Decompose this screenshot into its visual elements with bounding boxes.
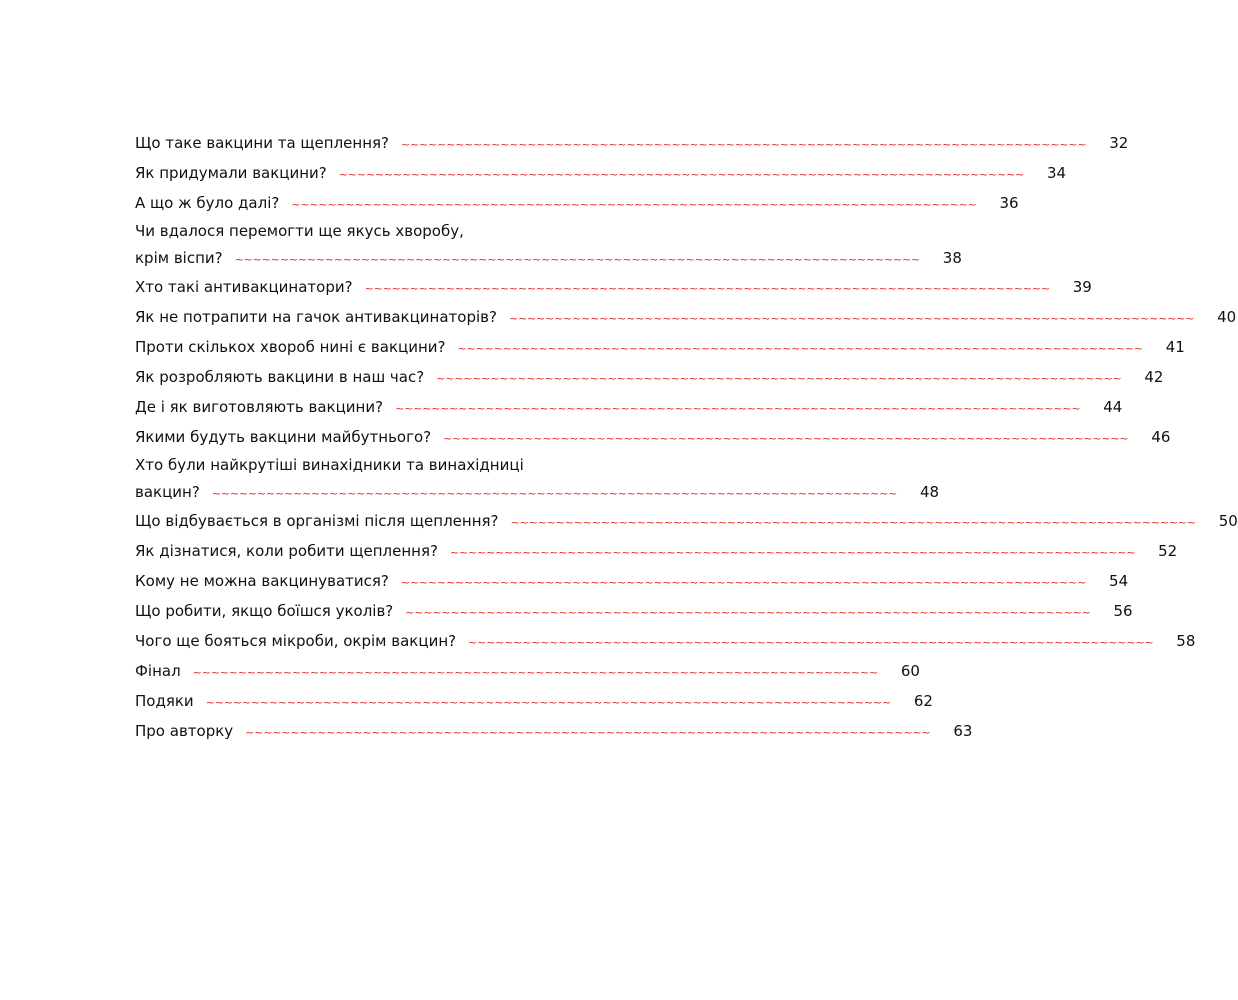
toc-page-number: 62 <box>913 692 933 710</box>
toc-entry-title: Де і як виготовляють вакцини? <box>135 398 384 416</box>
toc-page-number: 46 <box>1151 428 1171 446</box>
dot-leader: ~~~~~~~~~~~~~~~~~~~~~~~~~~~~~~~~~~~~~~~~~~~~~~~~~~~~~~~~~~~~~~~~~~~~~~~~~~~~ <box>205 696 891 709</box>
dot-leader: ~~~~~~~~~~~~~~~~~~~~~~~~~~~~~~~~~~~~~~~~~~~~~~~~~~~~~~~~~~~~~~~~~~~~~~~~~~~~ <box>457 342 1143 355</box>
toc-entry[interactable] <box>135 188 1019 218</box>
dot-leader: ~~~~~~~~~~~~~~~~~~~~~~~~~~~~~~~~~~~~~~~~~~~~~~~~~~~~~~~~~~~~~~~~~~~~~~~~~~~~ <box>245 726 931 739</box>
dot-leader: ~~~~~~~~~~~~~~~~~~~~~~~~~~~~~~~~~~~~~~~~~~~~~~~~~~~~~~~~~~~~~~~~~~~~~~~~~~~~ <box>405 606 1091 619</box>
toc-entry[interactable] <box>135 506 1238 536</box>
toc-entry-title: крім віспи? <box>135 249 223 267</box>
toc-entry[interactable] <box>135 302 1237 332</box>
toc-entry-title: Фінал <box>135 662 181 680</box>
toc-entry[interactable] <box>135 422 1171 452</box>
toc-entry[interactable] <box>135 128 1129 158</box>
dot-leader: ~~~~~~~~~~~~~~~~~~~~~~~~~~~~~~~~~~~~~~~~~~~~~~~~~~~~~~~~~~~~~~~~~~~~~~~~~~~~ <box>395 402 1081 415</box>
toc-page-number: 44 <box>1103 398 1123 416</box>
toc-entry-title: Чого ще бояться мікроби, окрім вакцин? <box>135 632 457 650</box>
toc-entry-title-line[interactable]: Хто були найкрутіші винахідники та винахідниці <box>135 456 524 474</box>
toc-entry-title: Проти скількох хвороб нині є вакцини? <box>135 338 446 356</box>
dot-leader: ~~~~~~~~~~~~~~~~~~~~~~~~~~~~~~~~~~~~~~~~~~~~~~~~~~~~~~~~~~~~~~~~~~~~~~~~~~~~ <box>508 312 1195 325</box>
toc-entry[interactable] <box>135 596 1133 626</box>
toc-entry-title: Як дізнатися, коли робити щеплення? <box>135 542 438 560</box>
dot-leader: ~~~~~~~~~~~~~~~~~~~~~~~~~~~~~~~~~~~~~~~~~~~~~~~~~~~~~~~~~~~~~~~~~~~~~~~~~~~~ <box>291 198 977 211</box>
dot-leader: ~~~~~~~~~~~~~~~~~~~~~~~~~~~~~~~~~~~~~~~~~~~~~~~~~~~~~~~~~~~~~~~~~~~~~~~~~~~~ <box>468 636 1154 649</box>
toc-entry-title: Подяки <box>135 692 194 710</box>
toc-entry-title: Що відбувається в організмі після щеплення? <box>135 512 499 530</box>
toc-page-number: 34 <box>1046 164 1067 182</box>
toc-entry-multiline <box>135 218 962 272</box>
toc-entry-title: Кому не можна вакцинуватися? <box>135 572 389 590</box>
dot-leader: ~~~~~~~~~~~~~~~~~~~~~~~~~~~~~~~~~~~~~~~~~~~~~~~~~~~~~~~~~~~~~~~~~~~~~~~~~~~~ <box>443 432 1129 445</box>
toc-entry-title: Що таке вакцини та щеплення? <box>135 134 389 152</box>
toc-page-number: 41 <box>1165 338 1185 356</box>
toc-page-number: 32 <box>1109 134 1129 152</box>
toc-page-number: 48 <box>920 483 940 501</box>
dot-leader: ~~~~~~~~~~~~~~~~~~~~~~~~~~~~~~~~~~~~~~~~~~~~~~~~~~~~~~~~~~~~~~~~~~~~~~~~~~~~ <box>449 546 1136 559</box>
toc-entry[interactable] <box>135 656 920 686</box>
toc-page-number: 40 <box>1217 308 1237 326</box>
dot-leader: ~~~~~~~~~~~~~~~~~~~~~~~~~~~~~~~~~~~~~~~~~~~~~~~~~~~~~~~~~~~~~~~~~~~~~~~~~~~~ <box>510 516 1196 529</box>
dot-leader: ~~~~~~~~~~~~~~~~~~~~~~~~~~~~~~~~~~~~~~~~~~~~~~~~~~~~~~~~~~~~~~~~~~~~~~~~~~~~ <box>400 576 1087 589</box>
toc-entry[interactable] <box>135 244 962 272</box>
dot-leader: ~~~~~~~~~~~~~~~~~~~~~~~~~~~~~~~~~~~~~~~~~~~~~~~~~~~~~~~~~~~~~~~~~~~~~~~~~~~~ <box>234 253 920 266</box>
toc-entry-title: Хто такі антивакцинатори? <box>135 278 353 296</box>
toc-entry[interactable] <box>135 158 1067 188</box>
dot-leader: ~~~~~~~~~~~~~~~~~~~~~~~~~~~~~~~~~~~~~~~~~~~~~~~~~~~~~~~~~~~~~~~~~~~~~~~~~~~~ <box>211 487 898 500</box>
toc-page-number: 36 <box>999 194 1019 212</box>
toc-entry[interactable] <box>135 536 1178 566</box>
toc-entry-title: вакцин? <box>135 483 200 501</box>
toc-entry-title: Як не потрапити на гачок антивакцинаторів? <box>135 308 497 326</box>
dot-leader: ~~~~~~~~~~~~~~~~~~~~~~~~~~~~~~~~~~~~~~~~~~~~~~~~~~~~~~~~~~~~~~~~~~~~~~~~~~~~ <box>401 138 1087 151</box>
toc-page-number: 58 <box>1176 632 1196 650</box>
toc-entry[interactable] <box>135 686 933 716</box>
toc-page-number: 39 <box>1072 278 1092 296</box>
toc-entry-title: Про авторку <box>135 722 234 740</box>
toc-page-number: 52 <box>1158 542 1178 560</box>
toc-entry[interactable] <box>135 362 1164 392</box>
dot-leader: ~~~~~~~~~~~~~~~~~~~~~~~~~~~~~~~~~~~~~~~~~~~~~~~~~~~~~~~~~~~~~~~~~~~~~~~~~~~~ <box>338 168 1025 181</box>
toc-page-number: 63 <box>953 722 973 740</box>
toc-entry[interactable] <box>135 272 1092 302</box>
toc-entry[interactable] <box>135 626 1196 656</box>
toc-entry[interactable] <box>135 716 973 746</box>
toc-entry-title-line[interactable]: Чи вдалося перемогти ще якусь хворобу, <box>135 222 464 240</box>
dot-leader: ~~~~~~~~~~~~~~~~~~~~~~~~~~~~~~~~~~~~~~~~~~~~~~~~~~~~~~~~~~~~~~~~~~~~~~~~~~~~ <box>364 282 1050 295</box>
toc-entry-multiline <box>135 452 940 506</box>
table-of-contents <box>135 128 1238 746</box>
toc-entry-title: Якими будуть вакцини майбутнього? <box>135 428 432 446</box>
toc-entry[interactable] <box>135 566 1129 596</box>
dot-leader: ~~~~~~~~~~~~~~~~~~~~~~~~~~~~~~~~~~~~~~~~~~~~~~~~~~~~~~~~~~~~~~~~~~~~~~~~~~~~ <box>192 666 878 679</box>
toc-page-number: 54 <box>1109 572 1129 590</box>
toc-page-number: 56 <box>1113 602 1133 620</box>
toc-entry-title: Як розробляють вакцини в наш час? <box>135 368 425 386</box>
toc-entry[interactable] <box>135 332 1185 362</box>
toc-entry[interactable] <box>135 392 1123 422</box>
toc-page-number: 42 <box>1144 368 1164 386</box>
toc-page-number: 60 <box>900 662 920 680</box>
toc-entry-title: Як придумали вакцини? <box>135 164 327 182</box>
dot-leader: ~~~~~~~~~~~~~~~~~~~~~~~~~~~~~~~~~~~~~~~~~~~~~~~~~~~~~~~~~~~~~~~~~~~~~~~~~~~~ <box>436 372 1122 385</box>
toc-page-number: 50 <box>1218 512 1238 530</box>
toc-entry[interactable] <box>135 478 940 506</box>
toc-page-number: 38 <box>942 249 962 267</box>
toc-entry-title: Що робити, якщо боїшся уколів? <box>135 602 394 620</box>
toc-entry-title: А що ж було далі? <box>135 194 280 212</box>
